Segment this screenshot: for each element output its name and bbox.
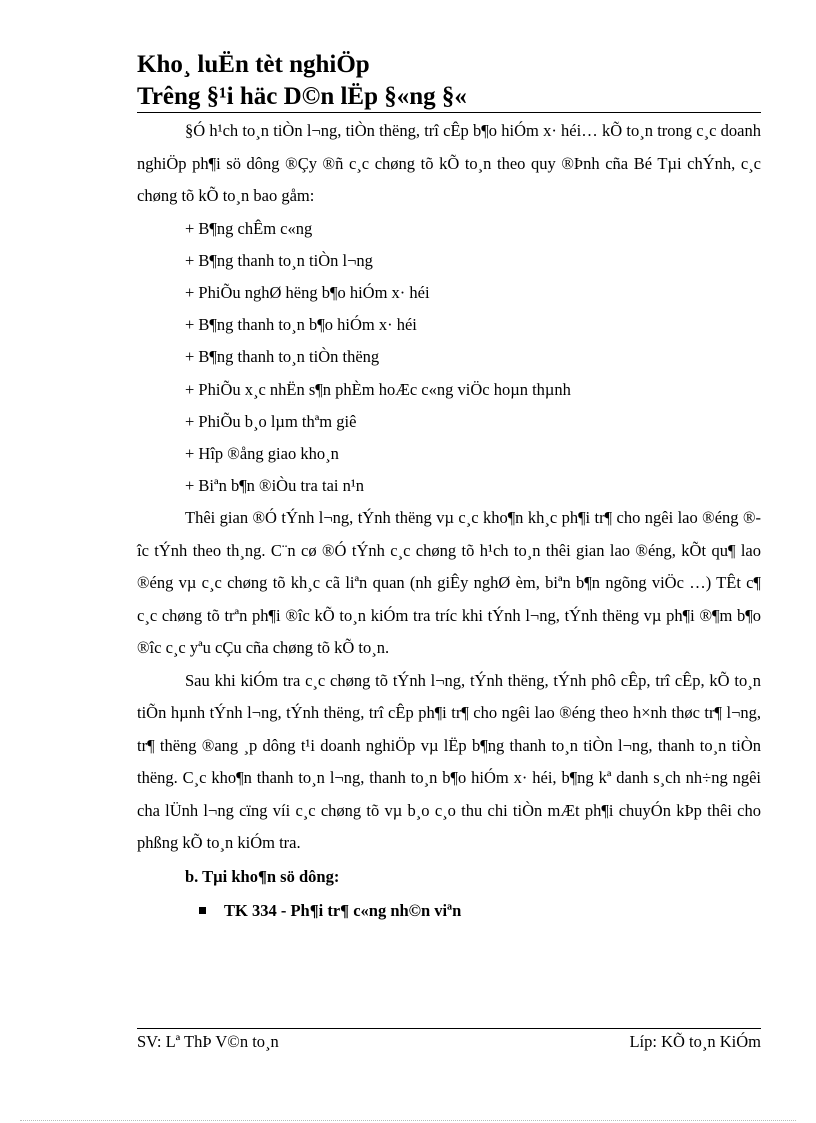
header-university-name: Trêng §¹i häc D©n lËp §«ng §« bbox=[137, 83, 467, 110]
bullet-item bbox=[137, 894, 761, 928]
square-bullet-icon bbox=[199, 907, 206, 914]
document-list bbox=[137, 213, 761, 503]
page-bottom-divider bbox=[20, 1120, 796, 1121]
header-rule bbox=[137, 112, 761, 113]
list-item: + PhiÕu nghØ hëng b¶o hiÓm x· héi bbox=[185, 282, 430, 302]
paragraph-intro: §Ó h¹ch to¸n tiÒn l¬ng, tiÒn thëng, trî cÊp b¶o hiÓm x· héi… kÕ to¸n trong c¸c doanh nghiÖp ph¶i sö dông ®Çy ®ñ c¸c chøng tõ kÕ to¸n theo quy ®Þnh cña Bé Tµi chÝnh, c¸c chøng tõ kÕ to¸n bao gåm: bbox=[137, 121, 761, 205]
paragraph-time-calculation: Thêi gian ®Ó tÝnh l¬ng, tÝnh thëng vµ c¸c kho¶n kh¸c ph¶i tr¶ cho ngêi lao ®éng ®îc tÝnh theo th¸ng. C¨n cø ®Ó tÝnh c¸c chøng tõ h¹ch to¸n thêi gian lao ®éng, kÕt qu¶ lao ®éng vµ c¸c chøng tõ kh¸c cã liªn quan (nh giÊy nghØ èm, biªn b¶n ngõng viÖc …) TÊt c¶ c¸c chøng tõ trªn ph¶i ®îc kÕ to¸n kiÓm tra tríc khi tÝnh l¬ng, tÝnh thëng vµ ph¶i ®¶m b¶o ®îc c¸c yªu cÇu cña chøng tõ kÕ to¸n. bbox=[137, 508, 761, 658]
bullet-text: TK 334 - Ph¶i tr¶ c«ng nh©n viªn bbox=[224, 900, 462, 920]
list-item: + Biªn b¶n ®iÒu tra tai n¹n bbox=[185, 476, 365, 496]
list-item: + PhiÕu b¸o lµm thªm giê bbox=[185, 411, 357, 431]
list-item: + Hîp ®ång giao kho¸n bbox=[185, 443, 339, 463]
footer-class: Líp: KÕ to¸n KiÓm bbox=[629, 1032, 761, 1051]
list-item: + B¶ng thanh to¸n tiÒn l¬ng bbox=[185, 250, 373, 270]
header-thesis-title: Kho¸ luËn tèt nghiÖp bbox=[137, 51, 370, 78]
list-item: + B¶ng thanh to¸n tiÒn thëng bbox=[185, 347, 380, 367]
list-item: + B¶ng chÊm c«ng bbox=[185, 218, 313, 238]
section-heading: b. Tµi kho¶n sö dông: bbox=[185, 866, 340, 886]
list-item: + B¶ng thanh to¸n b¶o hiÓm x· héi bbox=[185, 315, 417, 335]
list-item: + PhiÕu x¸c nhËn s¶n phÈm hoÆc c«ng viÖc hoµn thµnh bbox=[185, 379, 571, 399]
paragraph-after-checking: Sau khi kiÓm tra c¸c chøng tõ tÝnh l¬ng, tÝnh thëng, tÝnh phô cÊp, trî cÊp, kÕ to¸n tiÕn hµnh tÝnh l¬ng, tÝnh thëng, trî cÊp ph¶i tr¶ cho ngêi lao ®éng theo h×nh thøc tr¶ l¬ng, tr¶ thëng ®ang ¸p dông t¹i doanh nghiÖp vµ lËp b¶ng thanh to¸n tiÒn l¬ng, thanh to¸n tiÒn thëng. C¸c kho¶n thanh to¸n l¬ng, thanh to¸n b¶o hiÓm x· héi, b¶ng kª danh s¸ch nh÷ng ngêi cha lÜnh l¬ng cïng víi c¸c chøng tõ vµ b¸o c¸o thu chi tiÒn mÆt ph¶i chuyÓn kÞp thêi cho phßng kÕ to¸n kiÓm tra. bbox=[137, 670, 761, 853]
document-body bbox=[137, 115, 761, 928]
footer-student: SV: Lª ThÞ V©n to¸n bbox=[137, 1032, 279, 1051]
footer-rule bbox=[137, 1028, 761, 1029]
